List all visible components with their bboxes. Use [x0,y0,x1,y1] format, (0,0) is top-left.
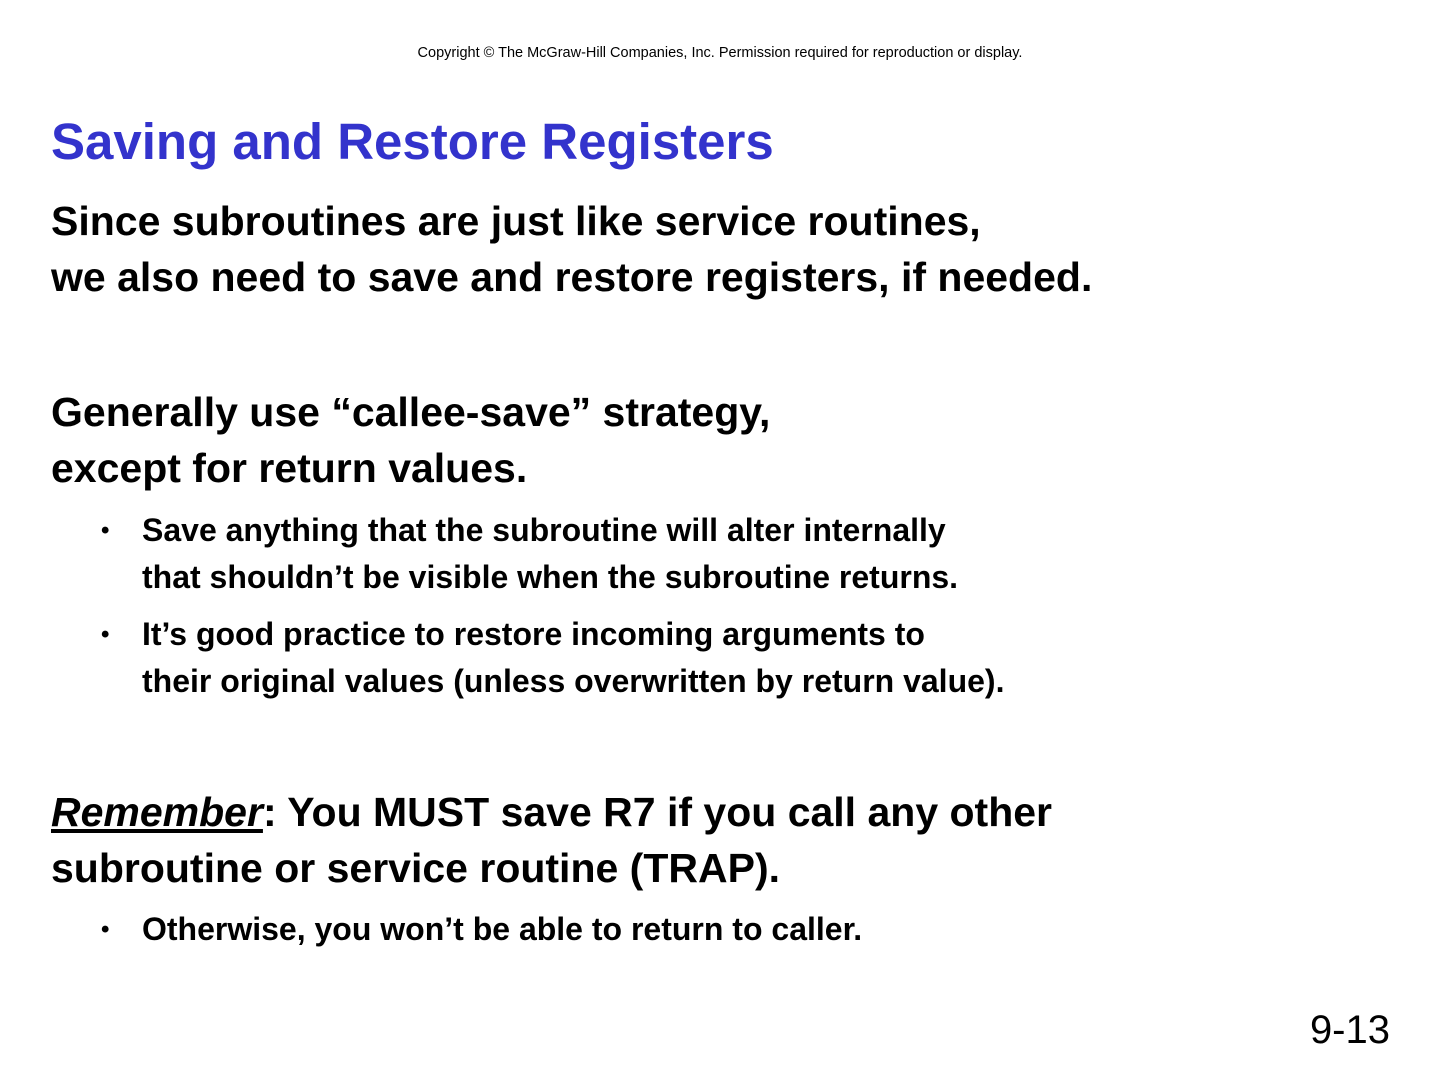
paragraph-line: Since subroutines are just like service routines, [51,198,981,244]
slide-number: 9-13 [1309,1008,1390,1052]
bullet-line: that shouldn’t be visible when the subroutine returns. [142,559,959,595]
bullet-icon: • [101,621,110,648]
paragraph-remember [51,784,1052,896]
bullet-line: Otherwise, you won’t be able to return to caller. [142,911,863,947]
bullet-icon: • [101,916,110,943]
bullet-line: Save anything that the subroutine will alter internally [142,512,946,548]
copyright-notice: Copyright © The McGraw-Hill Companies, Inc. Permission required for reproduction or display. [417,45,1023,61]
bullet-text [142,507,958,601]
paragraph-line: Generally use “callee-save” strategy, [51,389,771,435]
paragraph-line: except for return values. [51,445,528,491]
paragraph-line: subroutine or service routine (TRAP). [51,845,780,891]
remember-rest: : You MUST save R7 if you call any other [262,789,1053,835]
bullet-item [101,611,1005,705]
paragraph-subroutines [51,193,1092,305]
paragraph-callee-save [51,384,770,496]
remember-emphasis: Remember [51,789,263,835]
paragraph-line [51,784,1052,840]
bullet-item [101,906,863,953]
bullet-line: their original values (unless overwritten by return value). [142,663,1005,699]
bullet-text [142,906,862,953]
slide-title: Saving and Restore Registers [51,113,774,170]
bullet-text [142,611,1004,705]
bullet-item [101,507,959,601]
bullet-icon: • [101,517,110,544]
paragraph-line: we also need to save and restore registers, if needed. [51,254,1093,300]
bullet-line: It’s good practice to restore incoming arguments to [142,616,925,652]
